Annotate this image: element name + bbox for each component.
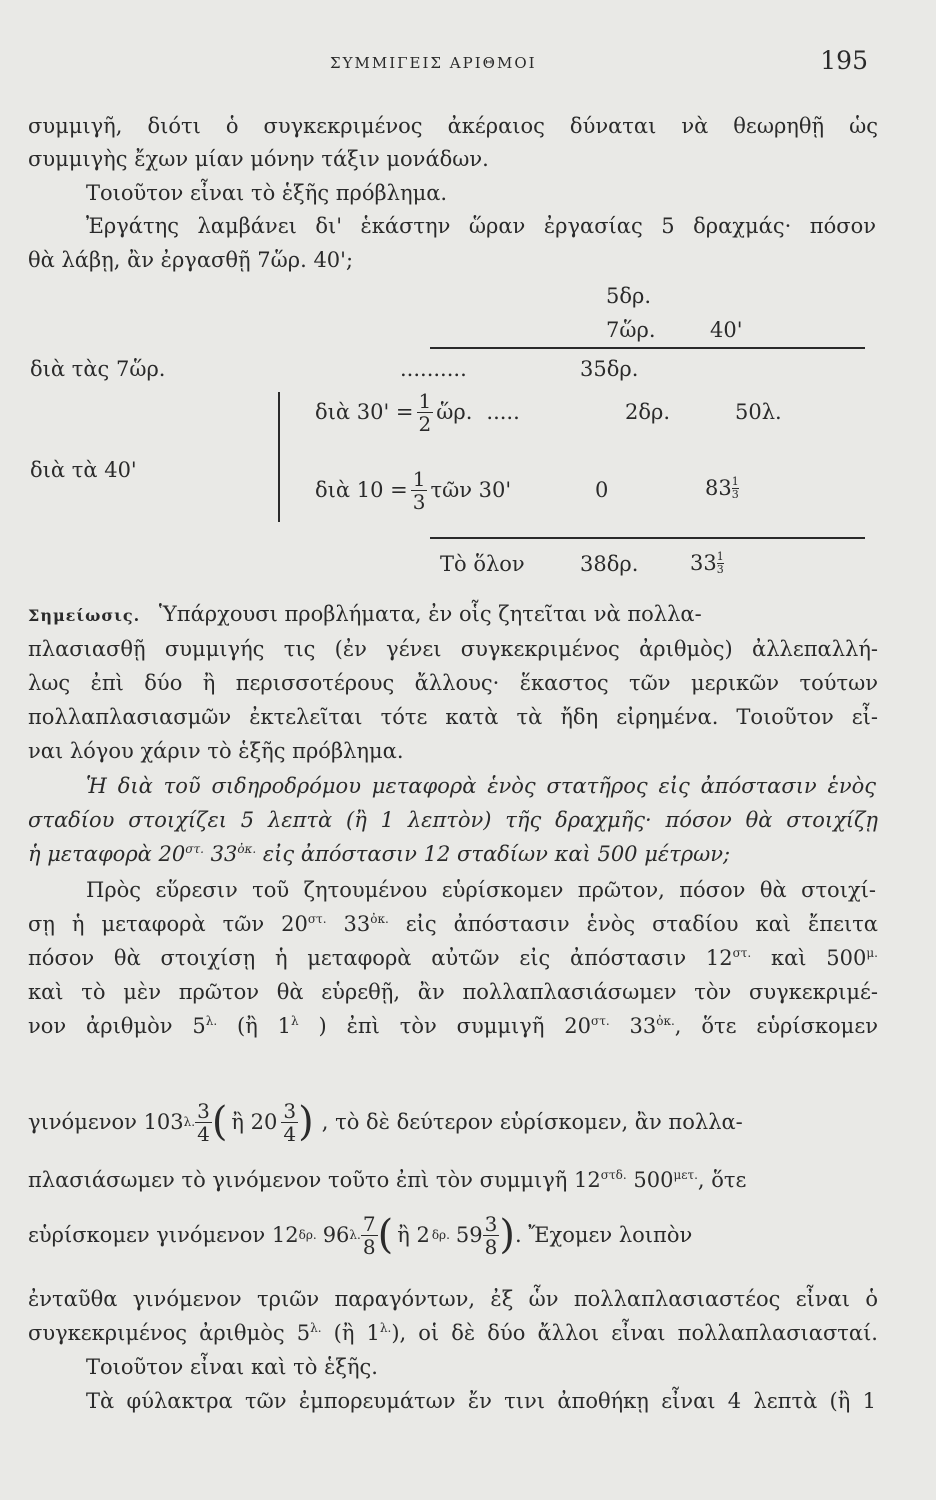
denominator: 3	[412, 489, 426, 514]
calc-rule-bottom	[430, 537, 865, 539]
calc-total-v1: 38δρ.	[580, 552, 639, 576]
text-line: θὰ λάβῃ, ἂν ἐργασθῇ 7ὥρ. 40';	[28, 248, 354, 272]
text-line: λως ἐπὶ δύο ἢ περισσοτέρους ἄλλους· ἕκαστος τῶν μερικῶν τούτων	[28, 671, 878, 695]
superscript: ὀκ.	[656, 1014, 675, 1028]
fraction	[483, 1213, 500, 1258]
calc-brace-bar	[278, 392, 280, 522]
calc-row1-dots: ..........	[400, 357, 467, 381]
fraction	[195, 1100, 212, 1145]
superscript: ὀκ.	[370, 912, 389, 926]
text-line: ἐνταῦθα γινόμενον τριῶν παραγόντων, ἐξ ὧν πολλαπλασιαστέος εἶναι ὁ	[28, 1287, 878, 1311]
text-span: πλασιάσωμεν τὸ γινόμενον τοῦτο ἐπὶ τὸν συμμιγῆ 12	[28, 1168, 601, 1192]
text-span: γινόμενον 103	[28, 1110, 184, 1134]
close-paren: )	[298, 1099, 314, 1145]
denominator: 3	[716, 562, 724, 576]
text-span: (ἢ 1	[217, 1014, 292, 1038]
text-span: εἰς ἀπόστασιν ἑνὸς σταδίου καὶ ἔπειτα	[388, 912, 878, 936]
text-span: , ὅτε εὑρίσκομεν	[674, 1014, 878, 1038]
superscript: μ.	[866, 946, 878, 960]
text-line: πλασιασθῇ συμμιγής τις (ἐν γένει συγκεκριμένος ἀριθμὸς) ἀλλεπαλλή-	[28, 637, 878, 661]
integer-part: 83	[705, 476, 732, 500]
calc-total-label: Τὸ ὅλον	[440, 552, 525, 576]
denominator: 8	[362, 1234, 376, 1259]
calc-sub2	[315, 460, 511, 520]
superscript: στ.	[591, 1014, 610, 1028]
text-line	[28, 1319, 878, 1347]
fraction	[411, 468, 428, 513]
text-span: ἢ 2	[397, 1223, 430, 1247]
problem-line: σταδίου στοιχίζει 5 λεπτὰ (ἢ 1 λεπτὸν) τῆς δραχμῆς· πόσον θὰ στοιχίζῃ	[28, 808, 878, 832]
calc-top-2a: 7ὥρ.	[606, 318, 656, 342]
calc-sub2-v1: 0	[595, 478, 609, 502]
calc-sub1-pre: διὰ 30' =	[315, 400, 414, 424]
numerator: 7	[362, 1211, 376, 1236]
text-span: 59	[455, 1223, 483, 1247]
superscript: στ.	[307, 912, 327, 926]
text-span: πόσον θὰ στοιχίσῃ ἡ μεταφορὰ αὐτῶν εἰς ἀπόστασιν 12	[28, 946, 733, 970]
text-span: ), οἱ δὲ δύο ἄλλοι εἶναι πολλαπλασιασταί.	[391, 1321, 878, 1345]
text-span: 33	[203, 842, 238, 866]
text-line: συμμιγῆ, διότι ὁ συγκεκριμένος ἀκέραιος δύναται νὰ θεωρηθῇ ὡς	[28, 114, 878, 138]
running-header	[0, 42, 936, 82]
text-line	[28, 944, 878, 972]
calc-rule-top	[430, 347, 865, 349]
denominator: 4	[197, 1121, 210, 1146]
calc-top-2b: 40'	[710, 318, 743, 342]
math-line: γινόμενον 103 λ. $\frac{3}{4}$ ( ἢ 20 $\frac{3}{4}$ ) , τὸ δὲ δεύτερον εὑρίσκομεν, ἂν πολλα-	[28, 1098, 743, 1146]
note-text: Ὑπάρχουσι προβλήματα, ἐν οἷς ζητεῖται νὰ πολλα-	[158, 602, 702, 626]
problem-line	[28, 840, 878, 868]
text-span: καὶ 500	[751, 946, 867, 970]
note-line-1	[28, 600, 878, 630]
text-span: εὑρίσκομεν γινόμενον 12	[28, 1223, 299, 1247]
superscript: λ.	[205, 1014, 218, 1028]
denominator: 4	[283, 1121, 297, 1146]
superscript: στ.	[185, 842, 204, 856]
text-line: Ἐργάτης λαμβάνει δι' ἑκάστην ὥραν ἐργασίας 5 δραχμάς· πόσον	[86, 214, 876, 238]
text-line: Πρὸς εὕρεσιν τοῦ ζητουμένου εὑρίσκομεν πρῶτον, πόσον θὰ στοιχί-	[86, 878, 876, 902]
note-heading: Σημείωσις.	[28, 606, 141, 625]
numerator: 1	[418, 388, 432, 413]
calc-sub2-pre: διὰ 10 =	[315, 478, 408, 502]
text-line: πολλαπλασιασμῶν ἐκτελεῖται τότε κατὰ τὰ ἤδη εἰρημένα. Τοιοῦτον εἶ-	[28, 705, 878, 729]
text-span: ) ἐπὶ τὸν συμμιγῆ 20	[298, 1014, 591, 1038]
text-span: ἢ 20	[231, 1110, 278, 1134]
text-line	[28, 1012, 878, 1040]
running-title: ΣΥΜΜΙΓΕΙΣ ΑΡΙΘΜΟΙ	[330, 54, 537, 72]
numerator: 3	[484, 1211, 498, 1236]
text-line: Τοιοῦτον εἶναι τὸ ἑξῆς πρόβλημα.	[86, 181, 448, 205]
calc-row1-label: διὰ τὰς 7ὥρ.	[30, 357, 166, 381]
calc-sub1	[315, 382, 520, 442]
text-span: ἡ μεταφορὰ 20	[28, 842, 186, 866]
numerator: 3	[197, 1098, 210, 1123]
text-line: ναι λόγου χάριν τὸ ἑξῆς πρόβλημα.	[28, 739, 404, 763]
superscript: ὀκ.	[237, 842, 257, 856]
text-line: Τὰ φύλακτρα τῶν ἐμπορευμάτων ἔν τινι ἀποθήκῃ εἶναι 4 λεπτὰ (ἢ 1	[86, 1389, 876, 1413]
fraction	[417, 390, 434, 435]
denominator: 2	[418, 411, 432, 436]
text-span: συγκεκριμένος ἀριθμὸς 5	[28, 1321, 311, 1345]
calc-total-v2	[690, 549, 724, 577]
text-span: σῃ ἡ μεταφορὰ τῶν 20	[28, 912, 308, 936]
numerator: 1	[412, 466, 426, 491]
text-span: νον ἀριθμὸν 5	[28, 1014, 206, 1038]
numerator: 1	[716, 549, 724, 563]
fraction	[361, 1213, 378, 1258]
text-span: 96	[322, 1223, 350, 1247]
denominator: 3	[731, 487, 739, 501]
text-line: συμμιγὴς ἔχων μίαν μόνην τάξιν μονάδων.	[28, 147, 489, 171]
integer-part: 33	[690, 551, 717, 575]
calc-sub1-v1: 2δρ.	[625, 400, 671, 424]
superscript: λ.	[310, 1321, 322, 1335]
close-paren: )	[499, 1212, 515, 1258]
open-paren: (	[377, 1212, 394, 1258]
text-span: 33	[609, 1014, 657, 1038]
calc-row2-label: διὰ τὰ 40'	[30, 458, 137, 482]
calc-sub1-v2: 50λ.	[735, 400, 782, 424]
text-span: . Ἔχομεν λοιπὸν	[514, 1223, 693, 1247]
superscript: μετ.	[673, 1168, 698, 1182]
math-line: εὑρίσκομεν γινόμενον 12 δρ. 96 λ. $\frac{7}{8}$ ( ἢ 2 δρ. 59 $\frac{3}{8}$ ) . Ἔχομεν λοιπὸν	[28, 1211, 693, 1259]
fraction	[717, 551, 724, 576]
open-paren: (	[211, 1099, 228, 1145]
text-span: 500	[626, 1168, 674, 1192]
numerator: 3	[283, 1098, 297, 1123]
fraction	[732, 476, 739, 501]
calc-sub1-post: ὥρ.	[436, 400, 473, 424]
text-span: , τὸ δὲ δεύτερον εὑρίσκομεν, ἂν πολλα-	[321, 1110, 743, 1134]
numerator: 1	[731, 474, 739, 488]
text-span: (ἢ 1	[321, 1321, 380, 1345]
problem-line: Ἡ διὰ τοῦ σιδηροδρόμου μεταφορὰ ἑνὸς στατῆρος εἰς ἀπόστασιν ἑνὸς	[86, 774, 876, 798]
text-line	[28, 1166, 878, 1194]
text-span: εἰς ἀπόστασιν 12 σταδίων καὶ 500 μέτρων;	[256, 842, 731, 866]
calc-row1-value: 35δρ.	[580, 357, 639, 381]
text-span: , ὅτε	[697, 1168, 747, 1192]
text-span: 33	[326, 912, 371, 936]
denominator: 8	[484, 1234, 498, 1259]
calc-sub2-v2	[705, 474, 739, 502]
text-line	[28, 910, 878, 938]
text-line: καὶ τὸ μὲν πρῶτον θὰ εὑρεθῇ, ἂν πολλαπλασιάσωμεν τὸν συγκεκριμέ-	[28, 980, 878, 1004]
page-number: 195	[820, 46, 868, 75]
text-line: Τοιοῦτον εἶναι καὶ τὸ ἑξῆς.	[86, 1355, 378, 1379]
superscript: στ.	[732, 946, 752, 960]
calc-sub2-post: τῶν 30'	[430, 478, 512, 502]
fraction	[281, 1100, 298, 1145]
calc-top-1: 5δρ.	[606, 284, 652, 308]
superscript: λ.	[379, 1321, 392, 1335]
calc-sub1-dots: .....	[486, 400, 520, 424]
superscript: στδ.	[600, 1168, 627, 1182]
superscript: λ	[291, 1014, 299, 1028]
